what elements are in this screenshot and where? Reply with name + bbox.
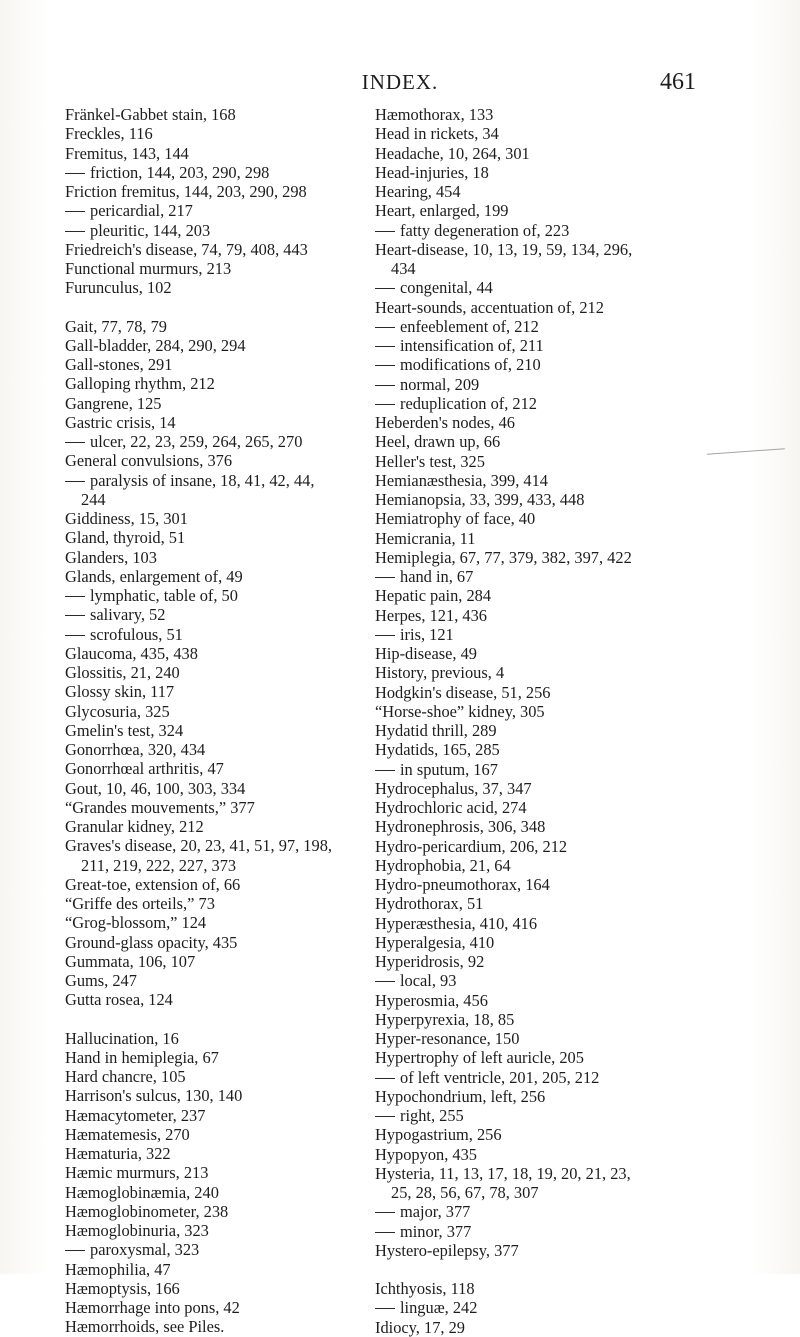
index-entry: 211, 219, 222, 227, 373 (81, 855, 237, 875)
index-entry: Hydrothorax, 51 (375, 894, 484, 914)
index-entry: Hæmorrhage into pons, 42 (65, 1298, 240, 1317)
index-entry: Headache, 10, 264, 301 (375, 143, 530, 163)
index-entry: Hearing, 454 (375, 182, 461, 201)
index-entry: Hip-disease, 49 (375, 644, 477, 663)
index-entry: 434 (391, 259, 416, 278)
index-entry: Heel, drawn up, 66 (375, 432, 501, 452)
index-entry: Glaucoma, 435, 438 (65, 643, 198, 663)
index-entry: Hysteria, 11, 13, 17, 18, 19, 20, 21, 23, (375, 1163, 631, 1183)
index-entry: Hæmic murmurs, 213 (65, 1163, 209, 1183)
index-entry: Hypopyon, 435 (375, 1144, 477, 1164)
index-entry: Idiocy, 17, 29 (375, 1317, 465, 1337)
index-entry: General convulsions, 376 (65, 451, 233, 471)
index-entry: Freckles, 116 (65, 124, 153, 144)
index-subentry: right, 255 (375, 1106, 705, 1125)
index-entry: Harrison's sulcus, 130, 140 (65, 1086, 243, 1106)
index-entry: Friction fremitus, 144, 203, 290, 298 (65, 182, 307, 201)
index-entry: Glossy skin, 117 (65, 682, 175, 702)
index-entry: Hydrochloric acid, 274 (375, 798, 527, 817)
index-entry: Ichthyosis, 118 (375, 1279, 475, 1298)
index-entry: Hyperæsthesia, 410, 416 (375, 913, 538, 933)
index-column-left (65, 105, 375, 1337)
index-entry: Hand in hemiplegia, 67 (65, 1047, 219, 1067)
index-entry: Ground-glass opacity, 435 (65, 932, 238, 952)
index-entry: Hydro-pneumothorax, 164 (375, 875, 550, 894)
index-entry: Herpes, 121, 436 (375, 605, 487, 625)
index-entry: Fränkel-Gabbet stain, 168 (65, 105, 236, 124)
index-entry: Hydronephrosis, 306, 348 (375, 817, 546, 837)
index-subentry: salivary, 52 (65, 605, 375, 624)
index-entry: Head in rickets, 34 (375, 124, 499, 144)
index-entry: Hypertrophy of left auricle, 205 (375, 1048, 584, 1068)
index-subentry: paroxysmal, 323 (65, 1240, 375, 1259)
page-title: INDEX. (361, 70, 439, 94)
index-entry: Glanders, 103 (65, 547, 157, 567)
index-entry: Gonorrhœa, 320, 434 (65, 740, 206, 759)
index-entry: Friedreich's disease, 74, 79, 408, 443 (65, 239, 308, 259)
index-subentry: modifications of, 210 (375, 355, 705, 374)
index-entry: Head-injuries, 18 (375, 162, 489, 182)
index-subentry: enfeeblement of, 212 (375, 317, 705, 336)
index-entry: Hydrophobia, 21, 64 (375, 855, 511, 875)
index-entry: Gangrene, 125 (65, 393, 162, 413)
index-entry: Glands, enlargement of, 49 (65, 566, 243, 586)
index-entry: Hyperidrosis, 92 (375, 952, 485, 971)
index-entry: Hyper-resonance, 150 (375, 1029, 520, 1048)
stray-pencil-mark (707, 448, 785, 457)
index-entry: Glycosuria, 325 (65, 701, 170, 721)
index-entry: Giddiness, 15, 301 (65, 509, 188, 528)
index-entry: Hemianæsthesia, 399, 414 (375, 470, 548, 490)
index-subentry: congenital, 44 (375, 278, 705, 297)
index-subentry: linguæ, 242 (375, 1298, 705, 1317)
index-entry: Hæmoglobinæmia, 240 (65, 1182, 219, 1202)
index-subentry: fatty degeneration of, 223 (375, 221, 705, 240)
index-entry: 244 (81, 489, 106, 509)
index-subentry: iris, 121 (375, 625, 705, 644)
index-entry: Heller's test, 325 (375, 451, 485, 471)
index-entry: Hydatid thrill, 289 (375, 721, 497, 740)
index-entry: Hallucination, 16 (65, 1028, 179, 1048)
index-entry: History, previous, 4 (375, 663, 505, 683)
index-entry: Hydro-pericardium, 206, 212 (375, 836, 568, 856)
index-entry: Gall-bladder, 284, 290, 294 (65, 335, 246, 355)
index-entry: Granular kidney, 212 (65, 817, 204, 836)
index-subentry: intensification of, 211 (375, 336, 705, 355)
index-entry: 25, 28, 56, 67, 78, 307 (391, 1183, 539, 1202)
index-entry: Hypogastrium, 256 (375, 1125, 502, 1145)
index-entry: Gout, 10, 46, 100, 303, 334 (65, 778, 246, 798)
index-entry: Gonorrhœal arthritis, 47 (65, 759, 224, 779)
index-entry: “Griffe des orteils,” 73 (65, 894, 215, 913)
index-entry: Great-toe, extension of, 66 (65, 874, 241, 894)
index-entry: Hydatids, 165, 285 (375, 740, 500, 760)
index-entry: Hæmacytometer, 237 (65, 1105, 206, 1125)
index-entry: Furunculus, 102 (65, 278, 172, 298)
index-entry: Hyperosmia, 456 (375, 990, 488, 1010)
index-subentry: scrofulous, 51 (65, 625, 375, 644)
index-subentry: hand in, 67 (375, 567, 705, 586)
index-entry: Gmelin's test, 324 (65, 720, 184, 740)
index-entry: Hæmorrhoids, see Piles. (65, 1317, 225, 1337)
index-entry: Hepatic pain, 284 (375, 586, 492, 606)
index-subentry: in sputum, 167 (375, 760, 705, 779)
index-subentry: paralysis of insane, 18, 41, 42, 44, (65, 471, 375, 490)
index-entry: Hæmoptysis, 166 (65, 1278, 180, 1298)
index-entry: Hemianopsia, 33, 399, 433, 448 (375, 490, 585, 509)
index-entry: Graves's disease, 20, 23, 41, 51, 97, 198, (65, 836, 332, 856)
index-entry: Functional murmurs, 213 (65, 259, 232, 278)
index-entry: Hemicrania, 11 (375, 528, 476, 548)
index-entry: Gland, thyroid, 51 (65, 528, 186, 548)
index-subentry: pericardial, 217 (65, 201, 375, 220)
index-entry: Heart-disease, 10, 13, 19, 59, 134, 296, (375, 239, 633, 259)
index-subentry: major, 377 (375, 1202, 705, 1221)
index-entry: Hyperpyrexia, 18, 85 (375, 1009, 515, 1029)
index-entry: Hæmophilia, 47 (65, 1259, 171, 1279)
index-entry: Galloping rhythm, 212 (65, 374, 215, 394)
index-entry: Hodgkin's disease, 51, 256 (375, 682, 551, 702)
index-entry: Heart, enlarged, 199 (375, 201, 509, 221)
index-subentry: normal, 209 (375, 375, 705, 394)
page-number: 461 (660, 69, 696, 95)
index-entry: Hyperalgesia, 410 (375, 932, 495, 952)
index-subentry: of left ventricle, 201, 205, 212 (375, 1068, 705, 1087)
index-entry: Gums, 247 (65, 971, 137, 990)
index-entry: Gutta rosea, 124 (65, 990, 173, 1010)
index-entry: Hæmoglobinometer, 238 (65, 1201, 229, 1221)
index-entry: Heberden's nodes, 46 (375, 413, 515, 432)
index-subentry: pleuritic, 144, 203 (65, 221, 375, 240)
index-entry: Hæmoglobinuria, 323 (65, 1221, 209, 1240)
index-entry: Hæmothorax, 133 (375, 105, 494, 124)
index-column-right (375, 105, 705, 1337)
index-entry: Heart-sounds, accentuation of, 212 (375, 297, 604, 317)
index-subentry: local, 93 (375, 971, 705, 990)
index-entry: Fremitus, 143, 144 (65, 143, 189, 163)
index-subentry: lymphatic, table of, 50 (65, 586, 375, 605)
index-entry: Hydrocephalus, 37, 347 (375, 778, 532, 798)
index-entry: Hypochondrium, left, 256 (375, 1086, 546, 1106)
index-subentry: minor, 377 (375, 1222, 705, 1241)
index-entry: Gummata, 106, 107 (65, 951, 196, 971)
index-entry: Hæmaturia, 322 (65, 1144, 171, 1163)
index-entry: Hemiatrophy of face, 40 (375, 509, 536, 529)
index-subentry: reduplication of, 212 (375, 394, 705, 413)
index-entry: Gall-stones, 291 (65, 355, 173, 374)
index-entry: Gastric crisis, 14 (65, 412, 176, 432)
index-entry: Hard chancre, 105 (65, 1067, 186, 1086)
index-entry: “Grog-blossom,” 124 (65, 913, 207, 933)
index-entry: Gait, 77, 78, 79 (65, 316, 167, 336)
index-subentry: friction, 144, 203, 290, 298 (65, 163, 375, 182)
index-entry: Hystero-epilepsy, 377 (375, 1240, 519, 1260)
index-entry: Hemiplegia, 67, 77, 379, 382, 397, 422 (375, 547, 632, 567)
index-entry: “Horse-shoe” kidney, 305 (375, 701, 545, 721)
index-entry: “Grandes mouvements,” 377 (65, 797, 255, 817)
index-subentry: ulcer, 22, 23, 259, 264, 265, 270 (65, 432, 375, 451)
index-entry: Glossitis, 21, 240 (65, 663, 180, 682)
index-entry: Hæmatemesis, 270 (65, 1124, 190, 1144)
